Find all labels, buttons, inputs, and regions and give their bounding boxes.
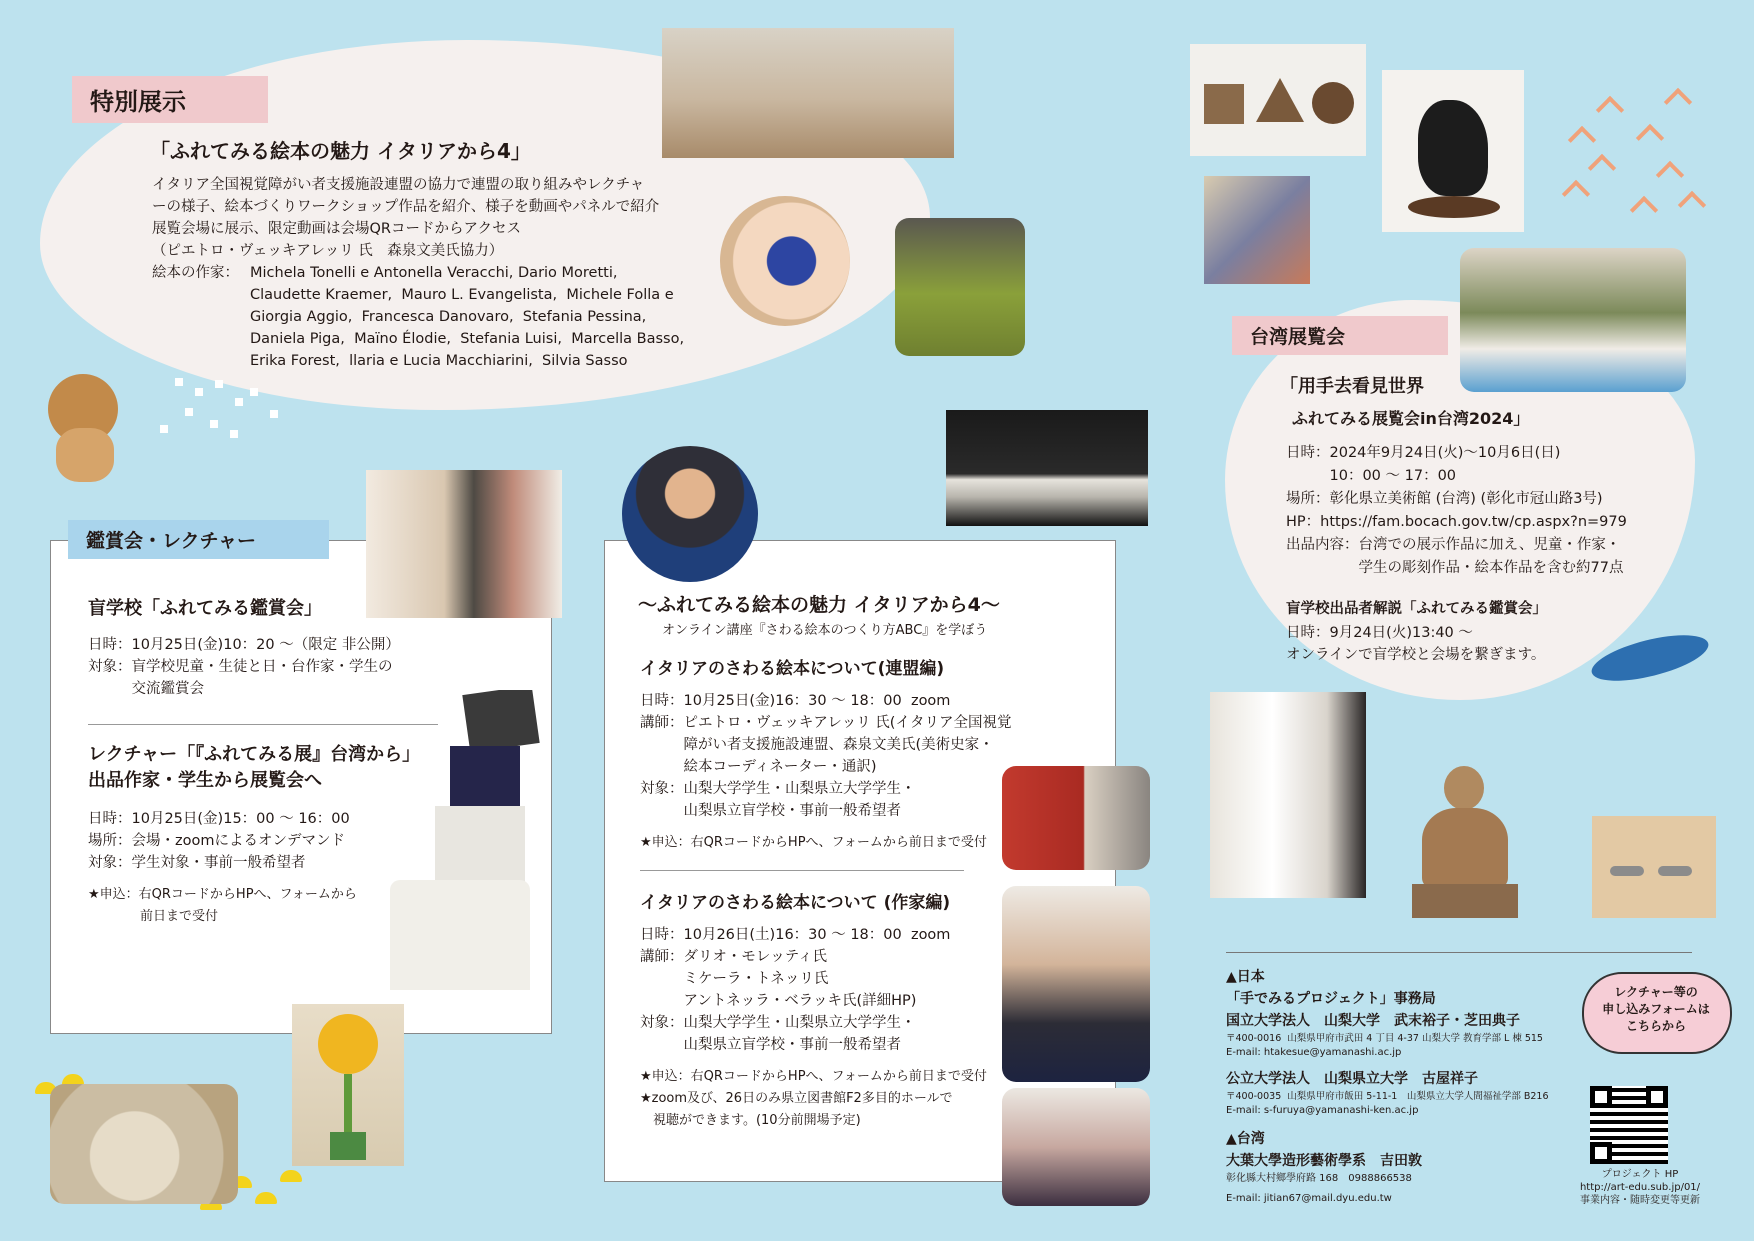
contact-mail3[interactable]: E-mail: jitian67@mail.dyu.edu.tw <box>1226 1193 1392 1204</box>
tactile-dial-photo <box>50 1084 238 1204</box>
taiwan-body: 日時：2024年9月24日(火)～10月6日(日) 10：00 ～ 17：00 場所：彰化県立美術館 (台湾) (彰化市冠山路3号) HP：https://fam.bocach.gov.tw/cp.aspx?n=979 出品内容：台湾での展示作品に加え、児童・作家・ 学生の彫刻作品・絵本作品を含む約77点 <box>1286 445 1627 576</box>
session1-body: 日時：10月25日(金)16：30 ～ 18：00 zoom 講師：ピエトロ・ヴェッキアレッリ 氏(イタリア全国視覚 障がい者支援施設連盟、森泉文美氏(美術史家・ 絵本コーディネーター・通訳) 対象：山梨大学学生・山梨県立大学学生・ 山梨県立盲学校・事前一般希望者 <box>640 693 1012 819</box>
contact-org1: 国立大学法人 山梨大学 武末裕子・芝田典子 <box>1226 1013 1520 1029</box>
stacked-sculpture-photo <box>380 690 550 1000</box>
lecture-heading: 鑑賞会・レクチャー <box>68 520 329 559</box>
special-title: 「ふれてみる絵本の魅力 イタリアから4」 <box>150 139 531 163</box>
event2-note: ★申込：右QRコードからHPへ、フォームから 前日まで受付 <box>88 887 357 924</box>
session1-note: ★申込：右QRコードからHPへ、フォームから前日まで受付 <box>640 835 987 850</box>
paper-stack-photo <box>1210 692 1366 898</box>
online-title: ～ふれてみる絵本の魅力 イタリアから4～ <box>638 594 1000 616</box>
qr-code-icon[interactable] <box>1590 1086 1668 1164</box>
sculpture-installation-photo <box>946 410 1148 526</box>
sunflower-sculpture-photo <box>292 1004 404 1166</box>
puppet-stage-photo <box>1002 766 1150 870</box>
qr-bubble-text: レクチャー等の 申し込みフォームは こちらから <box>1602 985 1710 1033</box>
contact-divider <box>1226 952 1692 953</box>
event1-title: 盲学校「ふれてみる鑑賞会」 <box>88 598 322 619</box>
special-authors: Michela Tonelli e Antonella Veracchi, Dario Moretti, Claudette Kraemer, Mauro L. Evangelista, Michele Folla e Giorgia Aggio, Francesca Danovaro, Stefania Pessina, Daniela Piga, Maïno Élodie, Stefania Luisi, Marcella Basso, Erika Forest, llaria e Lucia Macchiarini, Silvia Sasso <box>250 265 685 369</box>
special-heading: 特別展示 <box>72 76 268 123</box>
taiwan-heading: 台湾展覧会 <box>1232 316 1448 355</box>
taiwan-title-line1: 「用手去看見世界 <box>1280 376 1424 397</box>
contact-japan-head: ▲日本 <box>1226 969 1265 985</box>
hands-relief-photo <box>1592 816 1716 918</box>
special-authors-label: 絵本の作家： <box>152 265 239 281</box>
tactile-book-photo <box>895 218 1025 356</box>
author-workshop-photo <box>1002 886 1150 1082</box>
whale-sculpture-photo <box>1580 610 1720 700</box>
wooden-shapes-photo <box>1190 44 1366 156</box>
online-divider <box>640 870 964 871</box>
owl-figure-photo <box>38 368 130 486</box>
contact-addr1: 〒400-0016 山梨県甲府市武田 4 丁目 4-37 山梨大学 教育学部 L 棟 515 <box>1226 1033 1543 1044</box>
session2-body: 日時：10月26日(土)16：30 ～ 18：00 zoom 講師：ダリオ・モレッティ氏 ミケーラ・トネッリ氏 アントネッラ・ベラッキ氏(詳細HP) 対象：山梨大学学生・山梨県立大学学生・ 山梨県立盲学校・事前一般希望者 <box>640 927 951 1053</box>
contact-addr3: 彰化縣大村鄉學府路 168 0988866538 <box>1226 1173 1412 1184</box>
contact-office: 「手でみるプロジェクト」事務局 <box>1226 991 1436 1007</box>
exhibition-room-photo <box>662 28 954 158</box>
event2-body: 日時：10月25日(金)15：00 ～ 16：00 場所：会場・zoomによるオンデマンド 対象：学生対象・事前一般希望者 <box>88 811 350 871</box>
contact-org2: 公立大学法人 山梨県立大学 古屋祥子 <box>1226 1071 1478 1087</box>
woven-hexagon-photo <box>1204 176 1310 284</box>
qr-caption: プロジェクト HP http://art-edu.sub.jp/01/ 事業内容・随時変更等更新 <box>1579 1169 1701 1206</box>
hooded-figure-photo <box>1400 756 1530 920</box>
online-subtitle: オンライン講座『さわる絵本のつくり方ABC』を学ぼう <box>662 623 988 638</box>
contact-addr2: 〒400-0035 山梨県甲府市飯田 5-11-1 山梨県立大学人間福祉学部 B216 <box>1226 1091 1549 1102</box>
special-body: イタリア全国視覚障がい者支援施設連盟の協力で連盟の取り組みやレクチャ ーの様子、絵本づくりワークショップ作品を紹介、様子を動画やパネルで紹介 展覧会場に展示、限定動画は会場QRコードからアクセス （ピエトロ・ヴェッキアレッリ 氏 森泉文美氏協力） <box>152 177 660 259</box>
session2-note: ★申込：右QRコードからHPへ、フォームから前日まで受付 ★zoom及び、26日のみ県立図書館F2多目的ホールで 視聴ができます。(10分前開場予定) <box>640 1069 987 1128</box>
taiwan-sub-title: 盲学校出品者解説「ふれてみる鑑賞会」 <box>1286 601 1547 617</box>
session2-title: イタリアのさわる絵本について (作家編) <box>640 893 951 913</box>
storytelling-photo <box>1002 1088 1150 1206</box>
workshop-photo <box>720 196 850 326</box>
bronze-sculpture-photo <box>1382 70 1524 232</box>
contact-org3: 大葉大學造形藝術學系 吉田敦 <box>1226 1153 1422 1169</box>
taiwan-title-line2: ふれてみる展覧会in台湾2024」 <box>1292 409 1530 428</box>
pop-up-books-photo <box>1460 248 1686 392</box>
event1-body: 日時：10月25日(金)10：20 ～（限定 非公開） 対象：盲学校児童・生徒と日・台作家・学生の 交流鑑賞会 <box>88 637 400 697</box>
session1-title: イタリアのさわる絵本について(連盟編) <box>640 659 945 679</box>
lecturer-portrait-photo <box>622 446 758 582</box>
contact-taiwan-head: ▲台湾 <box>1226 1131 1265 1147</box>
sculpture-touch-photo <box>366 470 562 618</box>
contact-mail1[interactable]: E-mail: htakesue@yamanashi.ac.jp <box>1226 1047 1402 1058</box>
contact-mail2[interactable]: E-mail: s-furuya@yamanashi-ken.ac.jp <box>1226 1105 1419 1116</box>
event2-title: レクチャー「『ふれてみる展』台湾から」 出品作家・学生から展覧会へ <box>88 744 421 791</box>
taiwan-sub-body: 日時：9月24日(火)13:40 ～ オンラインで盲学校と会場を繋ぎます。 <box>1286 625 1546 663</box>
